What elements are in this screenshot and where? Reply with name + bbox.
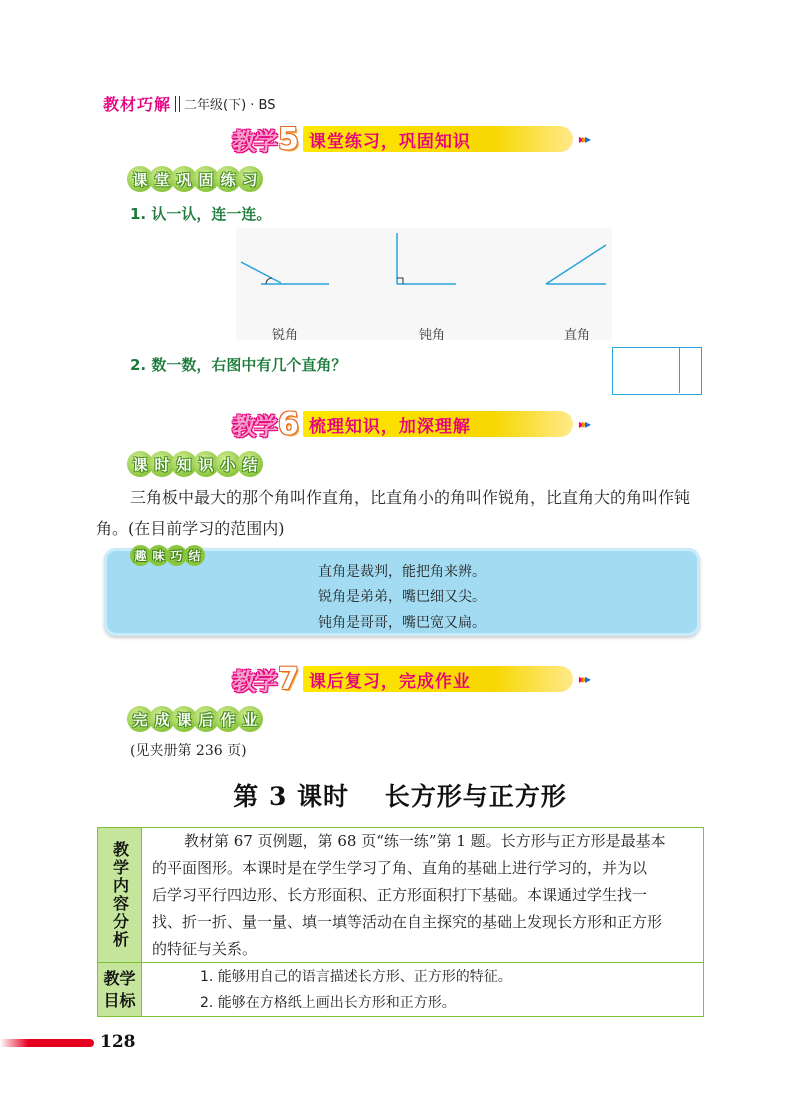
fun-tag <box>130 545 202 565</box>
chip-char: 后 <box>193 706 219 732</box>
fun-line-1: 直角是裁判，能把角来辨。 <box>318 564 486 580</box>
goal-2: 2. 能够在方格纸上画出长方形和正方形。 <box>200 995 456 1011</box>
chip-char: 巩 <box>171 166 197 192</box>
arrows-icon: ▸▸▸ <box>578 132 588 146</box>
fun-line-2: 锐角是弟弟，嘴巴细又尖。 <box>318 589 486 605</box>
header-divider <box>175 96 180 112</box>
chip-char: 作 <box>215 706 241 732</box>
problem-text: 认一认，连一连。 <box>151 205 272 223</box>
problem-1 <box>130 203 271 224</box>
chip-char: 业 <box>237 706 263 732</box>
running-header <box>103 92 276 115</box>
angle-shape-3 <box>546 245 606 284</box>
content-analysis-label: 教学内容分析 <box>98 828 142 962</box>
arrows-icon: ▸▸▸ <box>578 672 588 686</box>
section-chip-practice <box>127 166 259 194</box>
arrows-icon: ▸▸▸ <box>578 417 588 431</box>
step-banner-5 <box>232 122 588 156</box>
lesson-info-table <box>97 827 704 1017</box>
goals-label-line: 教学 <box>103 968 136 988</box>
chip-char: 固 <box>193 166 219 192</box>
analysis-line: 的平面图形。本课时是在学生学习了角、直角的基础上进行学习的，并为以 <box>152 859 648 877</box>
step-number: 7 <box>278 661 299 697</box>
step-title: 梳理知识，加深理解 <box>308 416 471 437</box>
step-title: 课后复习，完成作业 <box>308 671 471 692</box>
fun-tag-char: 结 <box>184 545 205 566</box>
rectangle-figure <box>612 347 702 395</box>
step-banner-7 <box>232 662 588 696</box>
chip-char: 完 <box>127 706 153 732</box>
chip-char: 堂 <box>149 166 175 192</box>
problem-text: 数一数，右图中有几个直角？ <box>151 356 347 374</box>
fun-tag-char: 巧 <box>166 545 187 566</box>
step-number: 5 <box>278 121 299 157</box>
problem-2 <box>130 354 346 375</box>
label-right: 直角 <box>564 328 591 343</box>
book-brand: 教材巧解 <box>103 95 172 114</box>
chip-char: 结 <box>237 451 263 477</box>
step-banner-6 <box>232 407 588 441</box>
fun-tag-char: 味 <box>148 545 169 566</box>
fun-line-3: 钝角是哥哥，嘴巴宽又扁。 <box>318 615 486 631</box>
analysis-line: 找、折一折、量一量、填一填等活动在自主探究的基础上发现长方形和正方形 <box>152 913 663 931</box>
chip-char: 练 <box>215 166 241 192</box>
fun-tag-char: 趣 <box>130 545 151 566</box>
lesson-title: 第 3 课时 长方形与正方形 <box>233 782 567 811</box>
chip-char: 知 <box>171 451 197 477</box>
angle-shape-2 <box>397 233 456 284</box>
page-number: 128 <box>100 1032 136 1052</box>
section-chip-homework <box>127 706 259 734</box>
chip-char: 课 <box>127 451 153 477</box>
table-row-divider <box>98 962 703 963</box>
angle-shape-1 <box>241 262 329 284</box>
step-title: 课堂练习，巩固知识 <box>308 131 471 152</box>
chip-char: 课 <box>171 706 197 732</box>
analysis-line: 的特征与关系。 <box>152 940 258 958</box>
section-chip-summary <box>127 451 259 479</box>
label-acute: 锐角 <box>272 328 299 343</box>
chip-char: 习 <box>237 166 263 192</box>
summary-paragraph <box>96 482 720 544</box>
grade-label: 二年级(下) · BS <box>184 98 276 113</box>
summary-line-2: 角。(在目前学习的范围内) <box>96 519 285 538</box>
analysis-line: 教材第 67 页例题，第 68 页“练一练”第 1 题。长方形与正方形是最基本 <box>184 832 666 850</box>
step-word: 教学 <box>232 667 276 696</box>
chip-char: 成 <box>149 706 175 732</box>
homework-note: (见夹册第 236 页) <box>130 743 247 759</box>
goals-label-line: 目标 <box>103 990 136 1010</box>
chip-char: 课 <box>127 166 153 192</box>
problem-number: 1. <box>130 205 147 223</box>
step-word: 教学 <box>232 412 276 441</box>
summary-line-1: 三角板中最大的那个角叫作直角，比直角小的角叫作锐角，比直角大的角叫作钝 <box>130 488 691 507</box>
chip-char: 识 <box>193 451 219 477</box>
rectangle-divider <box>679 348 680 393</box>
chip-char: 时 <box>149 451 175 477</box>
step-word: 教学 <box>232 127 276 156</box>
footer-red-bar <box>0 1039 94 1047</box>
teaching-goals-label <box>98 963 142 1016</box>
content-analysis-text <box>152 828 698 963</box>
problem-number: 2. <box>130 356 147 374</box>
chip-char: 小 <box>215 451 241 477</box>
label-obtuse: 钝角 <box>419 328 446 343</box>
step-number: 6 <box>278 406 299 442</box>
goal-1: 1. 能够用自己的语言描述长方形、正方形的特征。 <box>200 969 512 985</box>
analysis-line: 后学习平行四边形、长方形面积、正方形面积打下基础。本课通过学生找一 <box>152 886 648 904</box>
